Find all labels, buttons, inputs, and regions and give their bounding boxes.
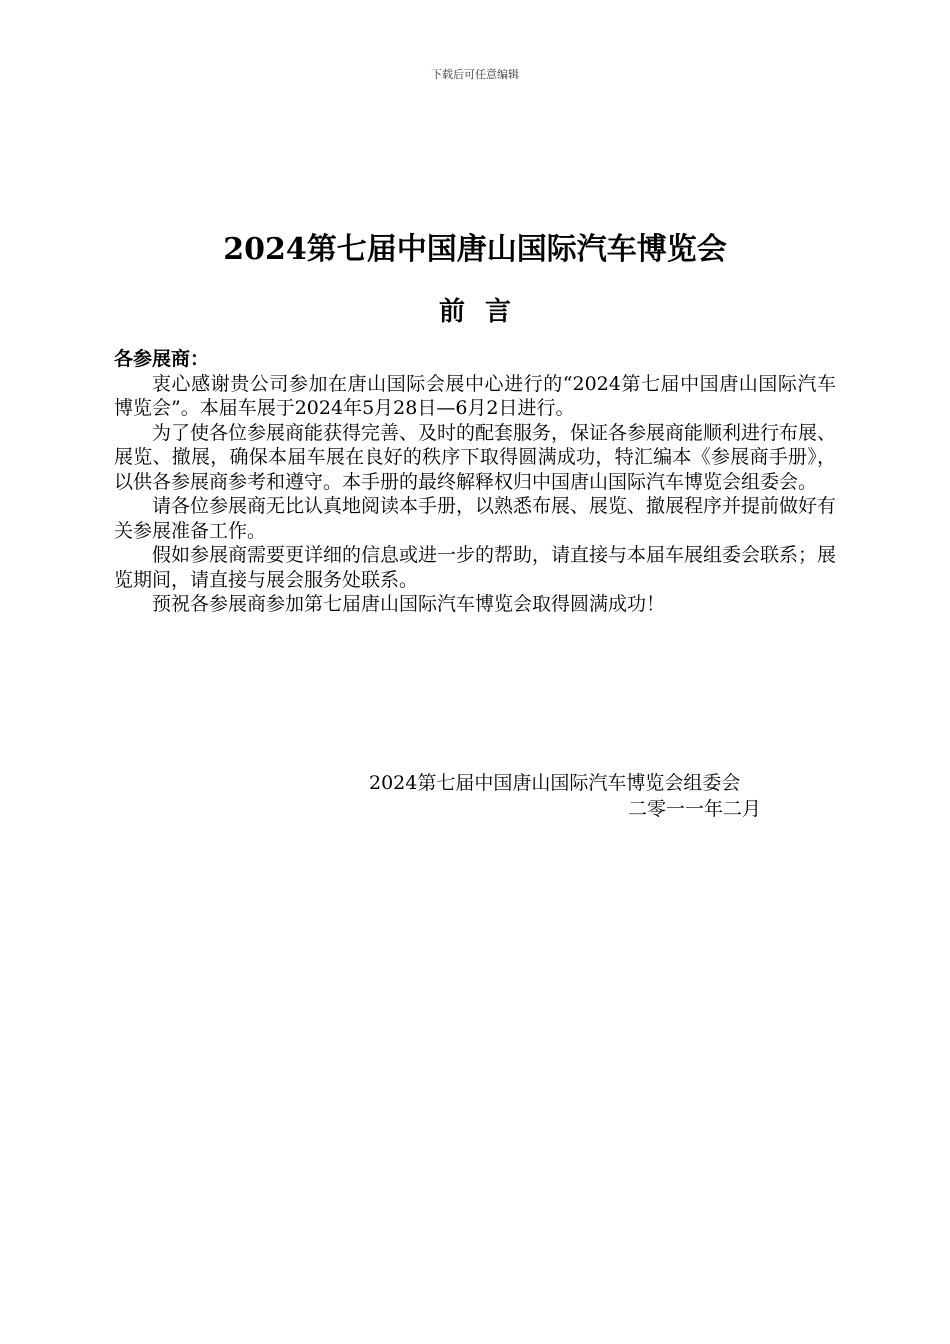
header-note: 下载后可任意编辑 (431, 68, 519, 81)
signature-organization: 2024第七届中国唐山国际汽车博览会组委会 (369, 772, 741, 794)
paragraph-wishes: 预祝各参展商参加第七届唐山国际汽车博览会取得圆满成功！ (152, 593, 666, 615)
document-subtitle: 前言 (438, 297, 531, 327)
paragraph-purpose: 为了使各位参展商能获得完善、及时的配套服务，保证各参展商能顺利进行布展、展览、撤展，确保本届车展在良好的秩序下取得圆满成功，特汇编本《参展商手册》，以供各参展商参考和遵守。本手册的最终解释权归中国唐山国际汽车博览会组委会。 (114, 421, 837, 493)
salutation: 各参展商： (114, 348, 210, 370)
document-title: 2024第七届中国唐山国际汽车博览会 (223, 232, 727, 267)
paragraph-read-manual: 请各位参展商无比认真地阅读本手册，以熟悉布展、展览、撤展程序并提前做好有关参展准备工作。 (114, 495, 837, 542)
signature-date: 二零一一年二月 (628, 798, 762, 820)
paragraph-contact: 假如参展商需要更详细的信息或进一步的帮助，请直接与本届车展组委会联系；展览期间，请直接与展会服务处联系。 (114, 544, 837, 591)
paragraph-thanks: 衷心感谢贵公司参加在唐山国际会展中心进行的“2024第七届中国唐山国际汽车博览会”。本届车展于2024年5月28日—6月2日进行。 (114, 372, 836, 419)
letter-body (114, 347, 836, 617)
